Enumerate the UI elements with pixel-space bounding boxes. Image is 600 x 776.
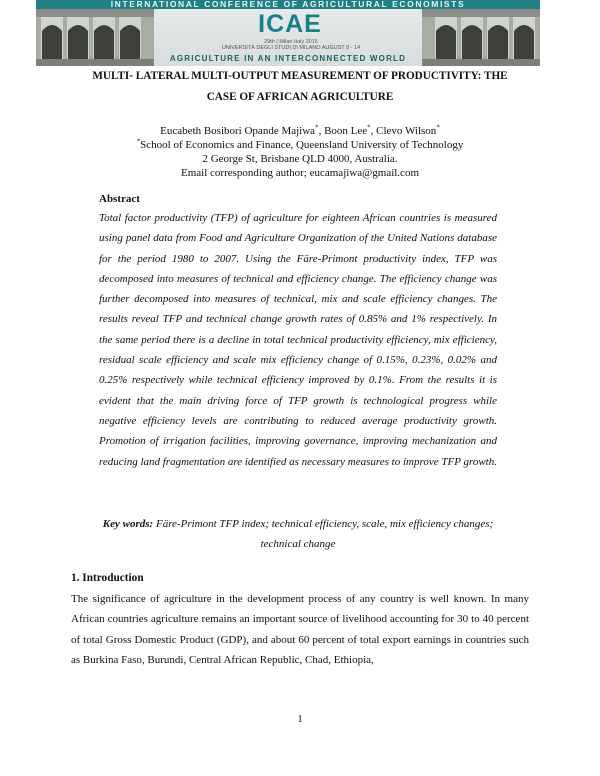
author-name: Boon Lee	[324, 125, 368, 137]
keywords	[99, 514, 497, 554]
author-list	[60, 124, 540, 138]
page-number: 1	[297, 713, 303, 725]
introduction-paragraph: The significance of agriculture in the development process of any country is well known. In many African countries agriculture remains an important source of livelihood accounting for 30 to 40 percent of total Gross Domestic Product (GDP), and about 60 percent of total export earnings in countries such as Burkina Faso, Burundi, Central African Republic, Chad, Ethiopia,	[71, 593, 529, 666]
paper-title-line-1: MULTI- LATERAL MULTI-OUTPUT MEASUREMENT OF PRODUCTIVITY: THE	[92, 70, 508, 82]
section-heading-introduction: 1. Introduction	[71, 572, 144, 584]
icae-logo-text: ICAE	[258, 10, 322, 38]
author-mark: *	[367, 123, 371, 132]
affiliation	[60, 138, 540, 152]
paper-title-line-2: CASE OF AFRICAN AGRICULTURE	[206, 91, 394, 103]
banner-venue: UNIVERSITÀ DEGLI STUDI DI MILANO AUGUST 8 - 14	[221, 45, 361, 51]
keywords-label: Key words:	[102, 518, 154, 530]
author-name: Eucabeth Bosibori Opande Majiwa	[160, 125, 316, 137]
affiliation-text: School of Economics and Finance, Queensland University of Technology	[140, 139, 464, 151]
abstract-text: Total factor productivity (TFP) of agriculture for eighteen African countries is measured using panel data from Food and Agriculture Organization of the United Nations database for the period 1980 to 2007. Using the Färe-Primont productivity index, TFP was decomposed into measures of technical and efficiency change. The efficiency change was further decomposed into measures of technical, mix and scale efficiency changes. The results reveal TFP and technical change growth rates of 0.85% and 1% respectively. In the same period there is a decline in total technical productivity efficiency, mix efficiency, residual scale efficiency and scale mix efficiency change of 0.15%, 0.23%, 0.02% and 0.25% respectively while technical efficiency improved by 0.1%. From the results it is evident that the main driving force of TFP growth is technological progress while negative efficiency levels are contributing to reduced average productivity growth. Promotion of irrigation facilities, improving governance, improving mechanization and reducing land fragmentation are identified as necessary measures to improve TFP growth.	[99, 212, 497, 468]
icae-logo	[240, 11, 340, 37]
banner-motto: AGRICULTURE IN AN INTERCONNECTED WORLD	[169, 54, 407, 63]
abstract-heading: Abstract	[99, 193, 140, 205]
keywords-text: Färe-Primont TFP index; technical efficiency, scale, mix efficiency changes; technical change	[155, 518, 494, 550]
corresponding-email: Email corresponding author; eucamajiwa@gmail.com	[181, 167, 419, 179]
author-separator: ,	[370, 125, 377, 137]
banner-dates-venue	[216, 39, 366, 51]
author-name: Clevo Wilson	[376, 125, 437, 137]
banner-dates: 29th | Milan Italy 2015	[264, 39, 318, 45]
banner-top-strip	[36, 0, 540, 9]
affiliation-address: 2 George St, Brisbane QLD 4000, Australia.	[202, 153, 398, 165]
banner-conference-name: INTERNATIONAL CONFERENCE OF AGRICULTURAL ECONOMISTS	[110, 0, 466, 9]
conference-banner	[36, 0, 540, 66]
author-separator: ,	[318, 125, 325, 137]
author-mark: *	[315, 123, 319, 132]
author-mark: *	[436, 123, 440, 132]
affiliation-mark: *	[136, 137, 141, 146]
